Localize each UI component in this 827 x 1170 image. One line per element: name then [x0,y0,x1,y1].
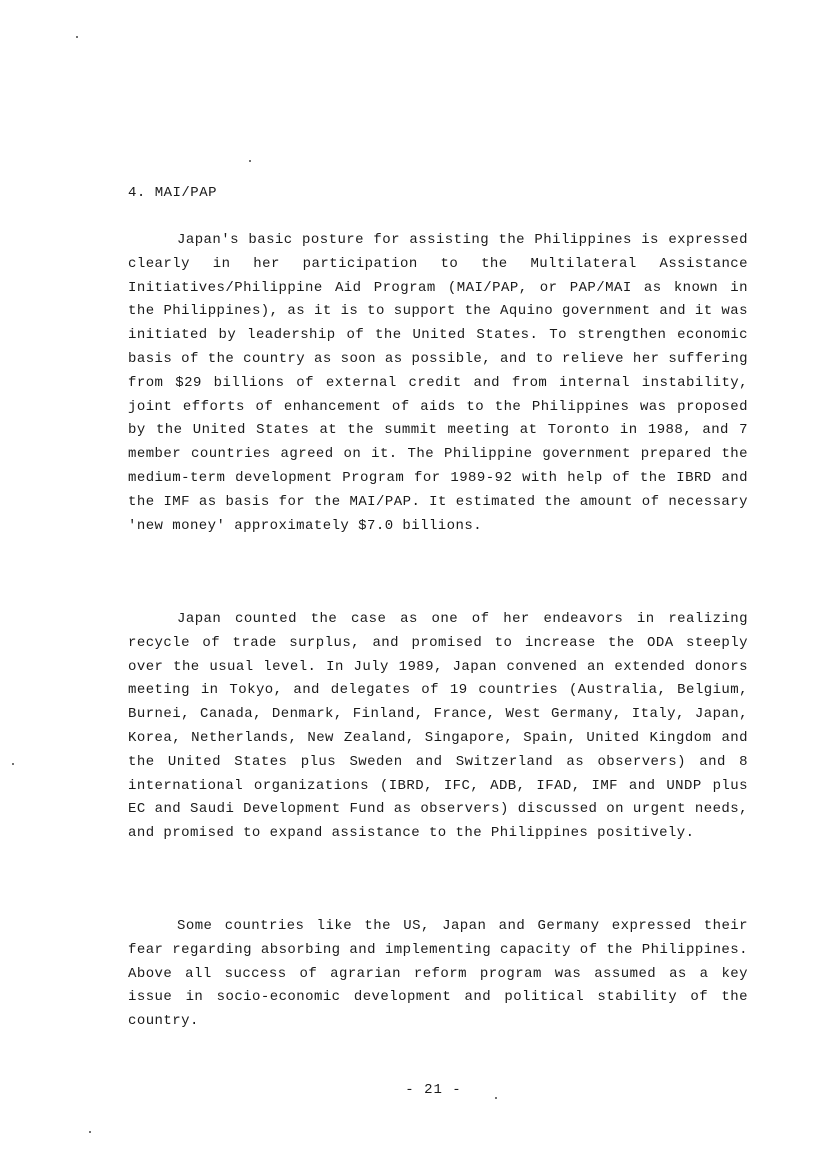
paragraph-donors-meeting: Japan counted the case as one of her endeavors in realizing recycle of trade surplus, and promised to increase the ODA steeply over the usual level. In July 1989, Japan convened an extended donors meeting in Tokyo, and delegates of 19 countries (Australia, Belgium, Burnei, Canada, Denmark, Finland, France, West Germany, Italy, Japan, Korea, Netherlands, New Zealand, Singapore, Spain, United Kingdom and the United States plus Sweden and Switzerland as observers) and 8 international organizations (IBRD, IFC, ADB, IFAD, IMF and UNDP plus EC and Saudi Development Fund as observers) discussed on urgent needs, and promised to expand assistance to the Philippines positively. [128,611,748,842]
page-number: - 21 - [405,1082,462,1098]
scan-speck [89,1131,91,1133]
paragraph-basic-posture: Japan's basic posture for assisting the Philippines is expressed clearly in her participation to the Multilateral Assistance Initiatives/Philippine Aid Program (MAI/PAP, or PAP/MAI as known in the Philippines), as it is to support the Aquino government and it was initiated by leadership of the United States. To strengthen economic basis of the country as soon as possible, and to relieve her suffering from $29 billions of external credit and from internal instability, joint efforts of enhancement of aids to the Philippines was proposed by the United States at the summit meeting at Toronto in 1988, and 7 member countries agreed on it. The Philippine government prepared the medium-term development Program for 1989-92 with help of the IBRD and the IMF as basis for the MAI/PAP. It estimated the amount of necessary 'new money' approximately $7.0 billions. [128,232,748,534]
section-heading: 4. MAI/PAP [128,185,218,201]
scan-speck [12,763,14,765]
paragraph-absorbing-capacity: Some countries like the US, Japan and Germany expressed their fear regarding absorbing and implementing capacity of the Philippines. Above all success of agrarian reform program was assumed as a key issue in socio-economic development and political stability of the country. [128,918,748,1030]
scan-speck [249,160,251,162]
scan-speck [495,1097,497,1099]
scan-speck [76,36,78,38]
